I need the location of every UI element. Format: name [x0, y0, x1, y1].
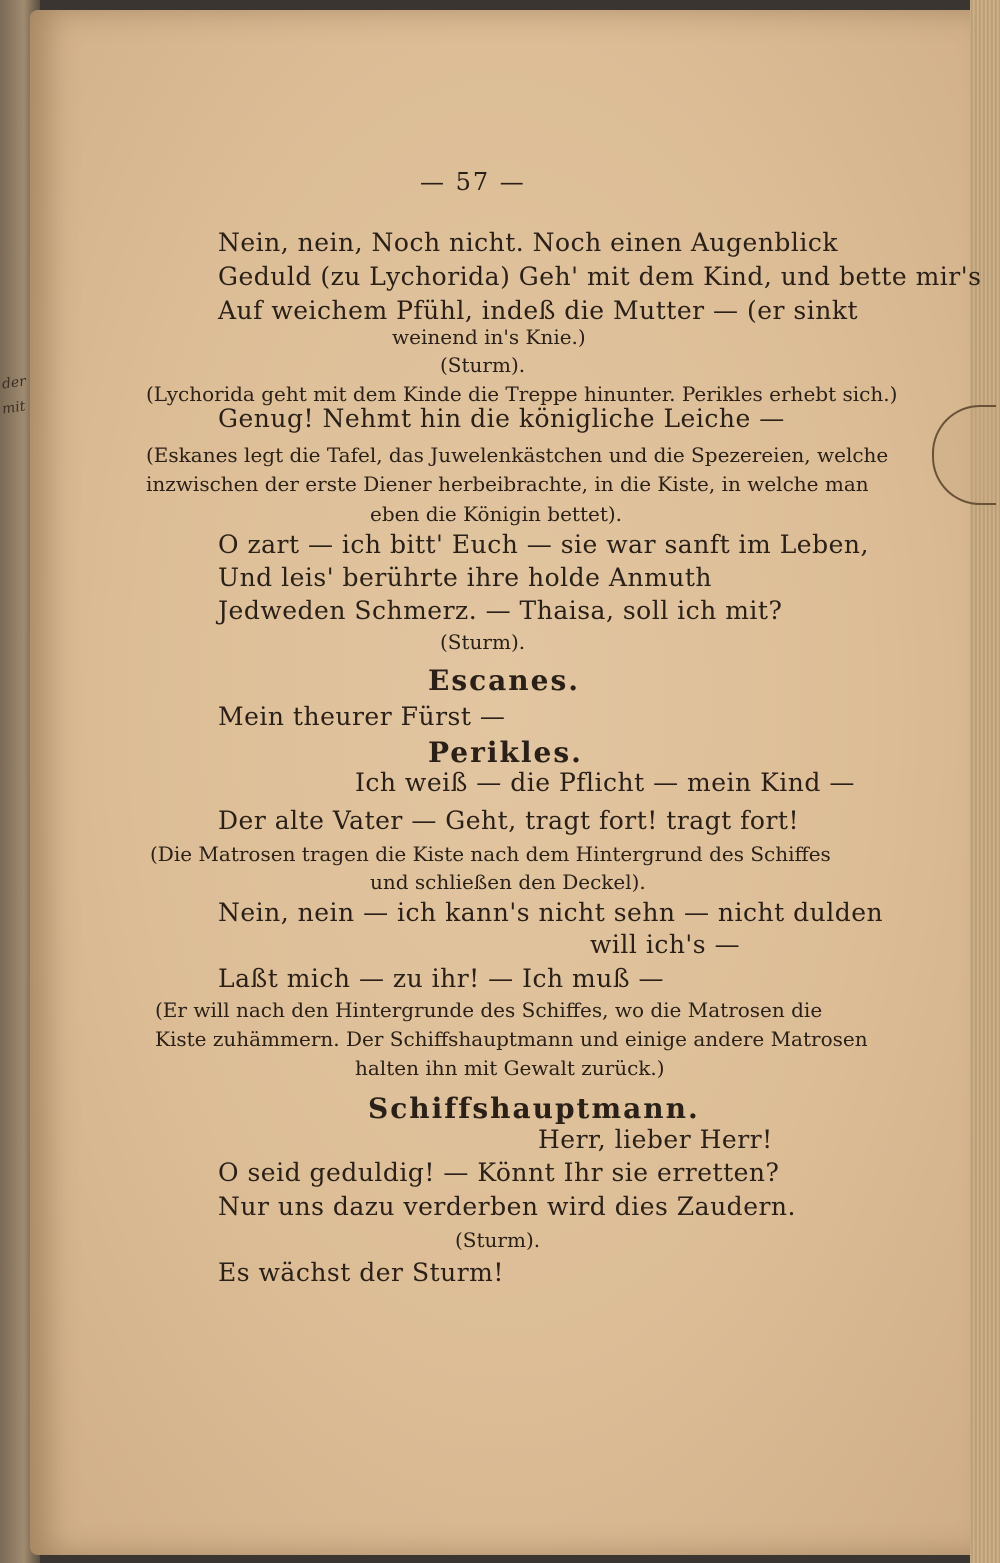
stage-direction: (Sturm). [440, 353, 526, 377]
stage-direction: (Die Matrosen tragen die Kiste nach dem Hintergrund des Schiffes [150, 842, 831, 866]
verse-line: Nur uns dazu verderben wird dies Zaudern. [218, 1192, 796, 1221]
stage-direction: weinend in's Knie.) [392, 325, 586, 349]
stage-direction: (Sturm). [440, 630, 526, 654]
page-number: — 57 — [420, 168, 526, 196]
speaker-name: Schiffshauptmann. [368, 1092, 700, 1125]
verse-line: will ich's — [590, 930, 741, 959]
verse-line: O seid geduldig! — Könnt Ihr sie erretten? [218, 1158, 780, 1187]
margin-fragment: mit [1, 398, 27, 418]
stage-direction: und schließen den Deckel). [370, 870, 646, 894]
verse-line: Mein theurer Fürst — [218, 702, 506, 731]
verse-line: Der alte Vater — Geht, tragt fort! tragt fort! [218, 806, 800, 835]
verse-line: Es wächst der Sturm! [218, 1258, 504, 1287]
stage-direction: inzwischen der erste Diener herbeibrachte, in die Kiste, in welche man [146, 472, 869, 496]
verse-line: Herr, lieber Herr! [538, 1125, 773, 1154]
verse-line: Geduld (zu Lychorida) Geh' mit dem Kind, und bette mir's [218, 262, 982, 291]
stage-direction: (Sturm). [455, 1228, 541, 1252]
verse-line: Auf weichem Pfühl, indeß die Mutter — (er sinkt [218, 296, 859, 325]
stage-direction: (Lychorida geht mit dem Kinde die Treppe hinunter. Perikles erhebt sich.) [146, 382, 898, 406]
verse-line: Laßt mich — zu ihr! — Ich muß — [218, 964, 664, 993]
verse-line: Genug! Nehmt hin die königliche Leiche — [218, 404, 785, 433]
verse-line: Nein, nein, Noch nicht. Noch einen Augenblick [218, 228, 839, 257]
verse-line: O zart — ich bitt' Euch — sie war sanft im Leben, [218, 530, 869, 559]
verse-line: Jedweden Schmerz. — Thaisa, soll ich mit? [218, 596, 783, 625]
stage-direction: (Er will nach den Hintergrunde des Schiffes, wo die Matrosen die [155, 998, 823, 1022]
margin-fragment: der [1, 373, 27, 393]
stage-direction: halten ihn mit Gewalt zurück.) [355, 1056, 665, 1080]
stage-direction: eben die Königin bettet). [370, 502, 623, 526]
speaker-name: Escanes. [428, 664, 580, 697]
stage-direction: (Eskanes legt die Tafel, das Juwelenkästchen und die Spezereien, welche [146, 443, 889, 467]
stage-direction: Kiste zuhämmern. Der Schiffshauptmann und einige andere Matrosen [155, 1027, 868, 1051]
verse-line: Nein, nein — ich kann's nicht sehn — nicht dulden [218, 898, 884, 927]
speaker-name: Perikles. [428, 736, 583, 769]
verse-line: Ich weiß — die Pflicht — mein Kind — [355, 768, 855, 797]
verse-line: Und leis' berührte ihre holde Anmuth [218, 563, 713, 592]
